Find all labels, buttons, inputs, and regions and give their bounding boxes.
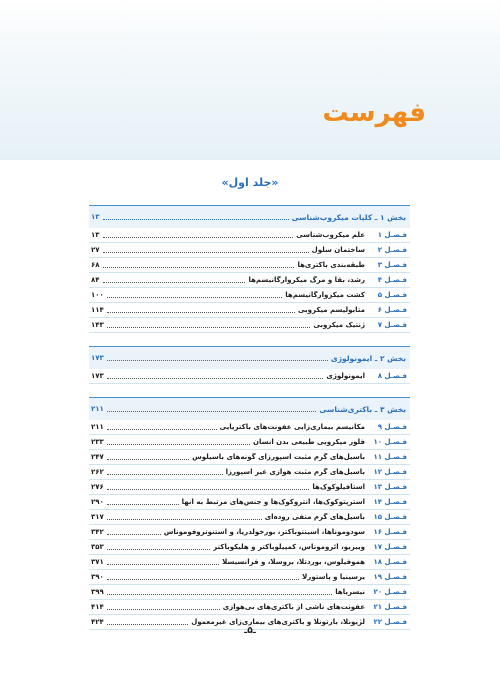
chapter-title: ساختمان سلول [311, 246, 365, 254]
toc-chapter-row[interactable] [89, 273, 410, 288]
leader-dots [107, 519, 262, 520]
toc-chapter-row[interactable] [89, 318, 410, 333]
chapter-title: استرپتوکوک‌ها، انتروکوک‌ها و جنس‌های مرتبط به آنها [181, 498, 365, 506]
chapter-number: فـصـل ۱۶ [373, 528, 407, 536]
part-page: ۱۷۳ [91, 354, 104, 362]
volume-label: «جلد اول» [221, 176, 279, 189]
chapter-title: رشد، بقا و مرگ میکروارگانیسم‌ها [248, 276, 365, 284]
toc-chapter-row[interactable] [89, 258, 410, 273]
chapter-page: ۳۱۷ [91, 513, 104, 521]
part-page: ۱۳ [91, 213, 100, 221]
toc-chapter-row[interactable] [89, 525, 410, 540]
chapter-title: باسیل‌های گرم منفی روده‌ای [264, 513, 365, 521]
chapter-title: عفونت‌های ناشی از باکتری‌های بی‌هوازی [222, 603, 365, 611]
leader-dots [103, 282, 246, 283]
part-label: بخش ۲ ـ ایمونولوژی [330, 353, 406, 363]
toc-part-row[interactable] [89, 346, 410, 369]
chapter-page: ۲۳۳ [91, 438, 104, 446]
chapter-title: باسیل‌های گرم مثبت اسپورزای گونه‌های باسیلوس [192, 453, 365, 461]
toc-chapter-row[interactable] [89, 495, 410, 510]
toc-chapter-row[interactable] [89, 420, 410, 435]
chapter-page: ۲۹۰ [91, 498, 104, 506]
chapter-number: فـصـل ۷ [377, 321, 407, 329]
toc-chapter-row[interactable] [89, 465, 410, 480]
toc-chapter-row[interactable] [89, 480, 410, 495]
chapter-title: استافیلوکوک‌ها [312, 483, 365, 491]
chapter-page: ۱۳ [91, 231, 100, 239]
chapter-number: فـصـل ۱۷ [373, 543, 407, 551]
toc-chapter-row[interactable] [89, 303, 410, 318]
leader-dots [107, 459, 189, 460]
chapter-number: فـصـل ۶ [377, 306, 407, 314]
chapter-page: ۱۰۰ [91, 291, 104, 299]
chapter-number: فـصـل ۱۹ [373, 573, 407, 581]
leader-dots [107, 378, 324, 379]
part-label: بخش ۱ ـ کلیات میکروب‌شناسی [291, 212, 406, 222]
leader-dots [107, 489, 310, 490]
leader-dots [103, 237, 294, 238]
leader-dots [107, 534, 161, 535]
page-number: ـ۵ـ [244, 626, 256, 636]
leader-dots [103, 267, 295, 268]
chapter-title: سودوموناها، آسینتوباکتر، بورخولدریا، و استنوتروفوموناس [163, 528, 365, 536]
chapter-page: ۲۱۱ [91, 423, 104, 431]
leader-dots [107, 624, 188, 625]
chapter-page: ۳۹۰ [91, 573, 104, 581]
chapter-page: ۴۱۴ [91, 603, 104, 611]
chapter-title: ویبریو، آئروموناس، کمپیلوباکتر و هلیکوباکتر [213, 543, 365, 551]
chapter-title: علم میکروب‌شناسی [296, 231, 365, 239]
chapter-number: فـصـل ۱۸ [373, 558, 407, 566]
chapter-number: فـصـل ۱۰ [373, 438, 407, 446]
leader-dots [107, 429, 217, 430]
chapter-title: لژیونلا، بارتونلا و باکتری‌های بیماری‌زای غیرمعمول [191, 618, 365, 626]
chapter-title: طبقه‌بندی باکتری‌ها [297, 261, 365, 269]
part-page: ۲۱۱ [91, 405, 104, 413]
toc-chapter-row[interactable] [89, 510, 410, 525]
chapter-title: هموفیلوس، بوردتلا، بروسلا، و فرانسیسلا [222, 558, 365, 566]
leader-dots [107, 312, 295, 313]
chapter-number: فـصـل ۳ [377, 261, 407, 269]
chapter-number: فـصـل ۱ [377, 231, 407, 239]
chapter-number: فـصـل ۱۳ [373, 483, 407, 491]
leader-dots [107, 549, 210, 550]
chapter-page: ۳۷۱ [91, 558, 104, 566]
chapter-title: ایمونولوژی [326, 372, 365, 380]
chapter-number: فـصـل ۲۱ [373, 603, 407, 611]
leader-dots [107, 504, 179, 505]
toc-chapter-row[interactable] [89, 369, 410, 384]
toc-chapter-row[interactable] [89, 243, 410, 258]
chapter-title: متابولیسم میکروبی [297, 306, 365, 314]
chapter-number: فـصـل ۱۲ [373, 468, 407, 476]
header-band [0, 0, 500, 160]
table-of-contents [89, 205, 410, 643]
toc-chapter-row[interactable] [89, 570, 410, 585]
toc-section [89, 397, 410, 630]
chapter-title: یرسینیا و پاستورلا [302, 573, 365, 581]
toc-chapter-row[interactable] [89, 555, 410, 570]
leader-dots [107, 609, 220, 610]
part-label: بخش ۳ ـ باکتری‌شناسی [319, 404, 406, 414]
chapter-number: فـصـل ۵ [377, 291, 407, 299]
toc-chapter-row[interactable] [89, 540, 410, 555]
chapter-title: ژنتیک میکروبی [313, 321, 365, 329]
chapter-number: فـصـل ۱۴ [373, 498, 407, 506]
chapter-page: ۴۲۴ [91, 618, 104, 626]
toc-part-row[interactable] [89, 397, 410, 420]
leader-dots [107, 444, 250, 445]
chapter-page: ۲۷۶ [91, 483, 104, 491]
toc-chapter-row[interactable] [89, 585, 410, 600]
toc-chapter-row[interactable] [89, 288, 410, 303]
leader-dots [107, 564, 219, 565]
leader-dots [107, 297, 282, 298]
chapter-number: فـصـل ۲۲ [373, 618, 407, 626]
chapter-number: فـصـل ۱۱ [373, 453, 407, 461]
chapter-page: ۱۱۴ [91, 306, 104, 314]
chapter-page: ۸۴ [91, 276, 100, 284]
chapter-page: ۳۵۳ [91, 543, 104, 551]
chapter-number: فـصـل ۲۰ [373, 588, 407, 596]
chapter-number: فـصـل ۹ [377, 423, 407, 431]
leader-dots [107, 411, 317, 412]
chapter-page: ۲۴۷ [91, 453, 104, 461]
toc-section [89, 205, 410, 333]
toc-section [89, 346, 410, 384]
chapter-number: فـصـل ۸ [377, 372, 407, 380]
leader-dots [107, 579, 299, 580]
toc-chapter-row[interactable] [89, 435, 410, 450]
toc-chapter-row[interactable] [89, 600, 410, 615]
chapter-page: ۳۴۲ [91, 528, 104, 536]
leader-dots [107, 474, 223, 475]
chapter-page: ۱۴۳ [91, 321, 104, 329]
chapter-title: نیسریاها [335, 588, 365, 596]
chapter-page: ۱۷۳ [91, 372, 104, 380]
chapter-number: فـصـل ۱۵ [373, 513, 407, 521]
chapter-page: ۲۷ [91, 246, 100, 254]
leader-dots [107, 327, 311, 328]
chapter-title: مکانیسم بیماری‌زایی عفونت‌های باکتریایی [219, 423, 365, 431]
page-title: فهرست [322, 98, 426, 128]
chapter-page: ۶۸ [91, 261, 100, 269]
leader-dots [107, 360, 328, 361]
chapter-page: ۲۶۲ [91, 468, 104, 476]
chapter-number: فـصـل ۴ [377, 276, 407, 284]
chapter-title: فلور میکروبی طبیعی بدن انسان [252, 438, 365, 446]
leader-dots [103, 219, 289, 220]
toc-part-row[interactable] [89, 205, 410, 228]
leader-dots [107, 594, 332, 595]
toc-chapter-row[interactable] [89, 228, 410, 243]
leader-dots [103, 252, 309, 253]
toc-chapter-row[interactable] [89, 450, 410, 465]
chapter-page: ۳۹۹ [91, 588, 104, 596]
chapter-number: فـصـل ۲ [377, 246, 407, 254]
chapter-title: باسیل‌های گرم مثبت هوازی غیر اسپورزا [225, 468, 365, 476]
chapter-title: کشت میکروارگانیسم‌ها [285, 291, 365, 299]
